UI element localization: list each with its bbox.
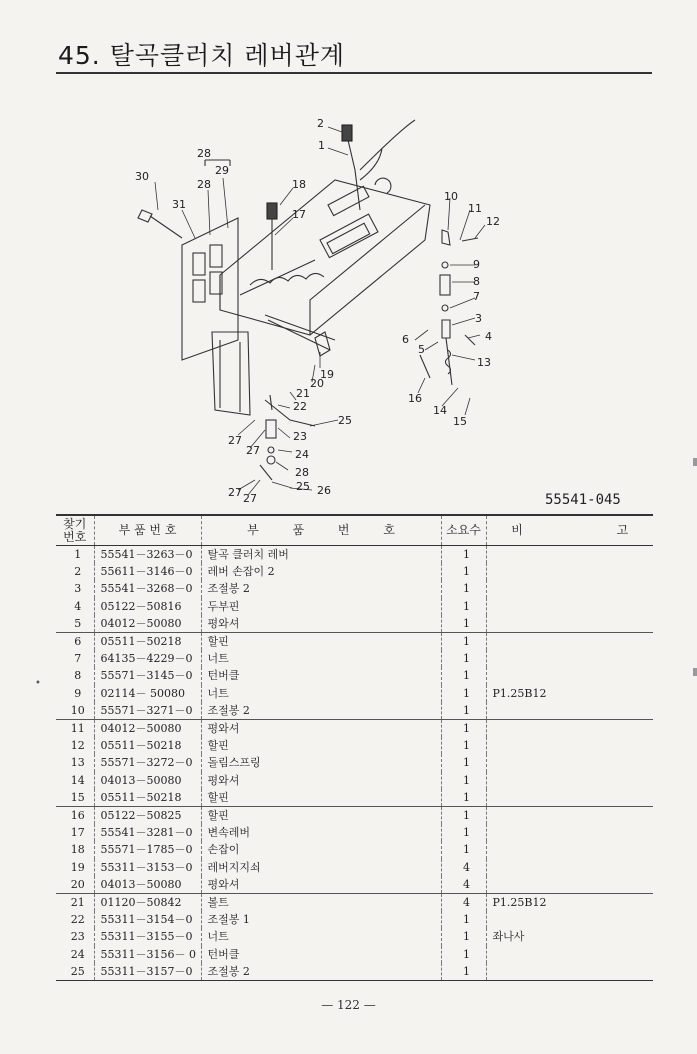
page-number: — 122 —: [321, 998, 376, 1012]
part-name-cell: 조절봉 1: [201, 911, 441, 928]
qty-cell: 1: [441, 598, 486, 615]
qty-cell: 1: [441, 824, 486, 841]
part-no-cell: 55571－3145－0: [94, 667, 201, 684]
table-row: [56, 580, 653, 597]
qty-cell: 1: [441, 807, 486, 825]
qty-cell: 1: [441, 702, 486, 720]
title-rule: [56, 72, 652, 74]
table-row: [56, 928, 653, 945]
part-no-cell: 55311－3154－0: [94, 911, 201, 928]
edge-mark-1: [693, 458, 697, 466]
callout-34: 31: [172, 198, 186, 211]
callout-28-a: 27: [228, 434, 242, 447]
qty-cell: 1: [441, 563, 486, 580]
callout-32: 29: [215, 164, 229, 177]
part-no-cell: 55541－3263－0: [94, 546, 201, 564]
callout-5: 5: [418, 343, 425, 356]
part-no-cell: 05511－50218: [94, 789, 201, 807]
callout-17: 17: [292, 208, 306, 221]
part-no-cell: 55311－3156－ 0: [94, 946, 201, 963]
part-name-cell: 조절봉 2: [201, 963, 441, 981]
callout-31: 28: [197, 178, 211, 191]
part-no-cell: 55311－3157－0: [94, 963, 201, 981]
qty-cell: 1: [441, 737, 486, 754]
table-row: [56, 633, 653, 651]
part-name-cell: 할핀: [201, 633, 441, 651]
callout-25: 25: [296, 480, 310, 493]
find-no-cell: 25: [56, 963, 94, 981]
table-row: [56, 946, 653, 963]
find-no-cell: 20: [70, 877, 85, 891]
callout-21: 21: [296, 387, 310, 400]
callout-7: 7: [473, 290, 480, 303]
callout-26-a: 25: [338, 414, 352, 427]
callout-19: 19: [320, 368, 334, 381]
find-no-cell: 5: [74, 616, 82, 630]
part-no-cell: 55541－3281－0: [94, 824, 201, 841]
find-no-cell: 3: [74, 582, 82, 596]
remarks-cell: [486, 598, 653, 615]
part-no-cell: 05511－50218: [94, 633, 201, 651]
callout-9: 9: [473, 258, 480, 271]
callout-10: 10: [444, 190, 458, 203]
table-row: [56, 789, 653, 807]
table-row: [56, 911, 653, 928]
callout-20: 20: [310, 377, 324, 390]
remarks-cell: [486, 563, 653, 580]
remarks-cell: [486, 963, 653, 981]
part-name-cell: 할핀: [201, 807, 441, 825]
part-name-cell: 조절봉 2: [201, 580, 441, 597]
qty-cell: 1: [441, 650, 486, 667]
part-name-cell: 변속레버: [201, 824, 441, 841]
qty-cell: 1: [441, 963, 486, 981]
part-no-cell: 01120－50842: [94, 894, 201, 912]
qty-cell: 4: [441, 876, 486, 894]
part-name-cell: 레버 손잡이 2: [201, 563, 441, 580]
table-row: [56, 685, 653, 702]
part-name-cell: 평와셔: [201, 876, 441, 894]
part-name-cell: 조절봉 2: [201, 702, 441, 720]
part-name-cell: 너트: [201, 928, 441, 945]
find-no-cell: 9: [74, 686, 82, 700]
find-no-cell: 19: [70, 860, 85, 874]
callout-22: 22: [293, 400, 307, 413]
table-row: [56, 737, 653, 754]
part-no-cell: 55571－3271－0: [94, 702, 201, 720]
table-row: [56, 824, 653, 841]
callout-13: 13: [477, 356, 491, 369]
callout-16: 16: [408, 392, 422, 405]
find-no-cell: 24: [70, 947, 85, 961]
find-no-cell: 17: [70, 826, 85, 840]
remarks-cell: [486, 702, 653, 720]
callout-11: 11: [468, 202, 482, 215]
part-no-cell: 55611－3146－0: [94, 563, 201, 580]
remarks-cell: [486, 859, 653, 876]
header-qty: 소요수: [441, 515, 486, 546]
callout-4: 4: [485, 330, 492, 343]
qty-cell: 1: [441, 546, 486, 564]
qty-cell: 1: [441, 685, 486, 702]
qty-cell: 1: [441, 667, 486, 684]
find-no-cell: 2: [74, 565, 82, 579]
table-row: [56, 807, 653, 825]
part-no-cell: 02114－ 50080: [94, 685, 201, 702]
find-no-cell: 12: [70, 739, 85, 753]
part-no-cell: 55541－3268－0: [94, 580, 201, 597]
callout-1: 1: [318, 139, 325, 152]
table-row: [56, 667, 653, 684]
figure-code: 55541-045: [545, 492, 621, 508]
table-row: [56, 598, 653, 615]
remarks-cell: [486, 772, 653, 789]
part-no-cell: 04013－50080: [94, 876, 201, 894]
table-row: [56, 841, 653, 858]
part-name-cell: 너트: [201, 650, 441, 667]
callout-3: 3: [475, 312, 482, 325]
remarks-cell: [486, 807, 653, 825]
part-name-cell: 턴버클: [201, 667, 441, 684]
find-no-cell: 6: [56, 633, 94, 651]
part-no-cell: 55571－3272－0: [94, 754, 201, 771]
qty-cell: 1: [441, 911, 486, 928]
find-no-cell: 10: [70, 703, 85, 717]
find-no-cell: 1: [74, 548, 82, 561]
part-name-cell: 평와셔: [201, 772, 441, 789]
header-find-no: 찾기 번호: [56, 515, 94, 546]
header-part-name: 부 품 번 호: [201, 515, 441, 546]
find-no-cell: 21: [56, 894, 94, 912]
qty-cell: 1: [441, 615, 486, 633]
remarks-cell: [486, 737, 653, 754]
part-name-cell: 볼트: [201, 894, 441, 912]
callout-27-b: 27: [243, 492, 257, 505]
table-row: [56, 563, 653, 580]
part-name-cell: 돌림스프링: [201, 754, 441, 771]
callout-12: 12: [486, 215, 500, 228]
part-name-cell: 레버지지쇠: [201, 859, 441, 876]
qty-cell: 1: [441, 754, 486, 771]
remarks-cell: P1.25B12: [486, 894, 653, 912]
table-row: [56, 615, 653, 633]
table-row: [56, 546, 653, 564]
part-no-cell: 05122－50825: [94, 807, 201, 825]
part-no-cell: 64135－4229－0: [94, 650, 201, 667]
find-no-cell: 8: [74, 669, 82, 683]
qty-cell: 1: [441, 789, 486, 807]
table-row: [56, 876, 653, 894]
qty-cell: 1: [441, 633, 486, 651]
qty-cell: 4: [441, 859, 486, 876]
qty-cell: 1: [441, 580, 486, 597]
part-name-cell: 손잡이: [201, 841, 441, 858]
edge-mark-2: [693, 668, 697, 676]
margin-mark: •: [35, 678, 41, 689]
remarks-cell: [486, 667, 653, 684]
table-row: [56, 772, 653, 789]
part-name-cell: 탈곡 클러치 레버: [201, 546, 441, 564]
part-no-cell: 55311－3155－0: [94, 928, 201, 945]
callout-29: 28: [295, 466, 309, 479]
find-no-cell: 18: [70, 843, 85, 857]
remarks-cell: [486, 824, 653, 841]
remarks-cell: [486, 615, 653, 633]
remarks-cell: [486, 633, 653, 651]
remarks-cell: [486, 580, 653, 597]
part-name-cell: 평와셔: [201, 615, 441, 633]
callout-26-b: 26: [317, 484, 331, 497]
header-part-no: 부 품 번 호: [94, 515, 201, 546]
part-no-cell: 05122－50816: [94, 598, 201, 615]
parts-table-body: [56, 546, 653, 981]
find-no-cell: 11: [56, 720, 94, 738]
header-remarks: 비 고: [486, 515, 653, 546]
callout-23: 23: [293, 430, 307, 443]
remarks-cell: P1.25B12: [486, 685, 653, 702]
callout-18: 18: [292, 178, 306, 191]
find-no-cell: 23: [70, 930, 85, 944]
find-no-cell: 7: [74, 652, 82, 666]
part-name-cell: 두부핀: [201, 598, 441, 615]
callout-6: 6: [402, 333, 409, 346]
part-name-cell: 너트: [201, 685, 441, 702]
table-row: [56, 702, 653, 720]
table-row: [56, 754, 653, 771]
table-row: [56, 720, 653, 738]
table-header-row: [56, 515, 653, 546]
callout-14: 14: [433, 404, 447, 417]
remarks-cell: [486, 650, 653, 667]
find-no-cell: 22: [70, 913, 85, 927]
table-row: [56, 894, 653, 912]
find-no-cell: 15: [70, 790, 85, 804]
table-row: [56, 650, 653, 667]
part-name-cell: 할핀: [201, 737, 441, 754]
remarks-cell: [486, 911, 653, 928]
part-name-cell: 턴버클: [201, 946, 441, 963]
qty-cell: 4: [441, 894, 486, 912]
remarks-cell: [486, 841, 653, 858]
callout-33: 30: [135, 170, 149, 183]
part-no-cell: 04013－50080: [94, 772, 201, 789]
part-no-cell: 04012－50080: [94, 720, 201, 738]
remarks-cell: 좌나사: [486, 928, 653, 945]
remarks-cell: [486, 720, 653, 738]
callout-2: 2: [317, 117, 324, 130]
callout-15: 15: [453, 415, 467, 428]
exploded-parts-diagram: [120, 110, 520, 510]
part-no-cell: 55311－3153－0: [94, 859, 201, 876]
table-row: [56, 859, 653, 876]
callout-8: 8: [473, 275, 480, 288]
part-no-cell: 55571－1785－0: [94, 841, 201, 858]
remarks-cell: [486, 876, 653, 894]
qty-cell: 1: [441, 928, 486, 945]
part-name-cell: 할핀: [201, 789, 441, 807]
find-no-cell: 16: [56, 807, 94, 825]
part-name-cell: 평와셔: [201, 720, 441, 738]
part-no-cell: 05511－50218: [94, 737, 201, 754]
callout-24: 24: [295, 448, 309, 461]
qty-cell: 1: [441, 772, 486, 789]
page-title: 45. 탈곡클러치 레버관계: [58, 41, 346, 70]
remarks-cell: [486, 546, 653, 564]
qty-cell: 1: [441, 946, 486, 963]
find-no-cell: 4: [74, 599, 82, 613]
parts-table: [56, 514, 653, 981]
table-row: [56, 963, 653, 981]
remarks-cell: [486, 946, 653, 963]
remarks-cell: [486, 754, 653, 771]
qty-cell: 1: [441, 841, 486, 858]
callout-27-a: 27: [246, 444, 260, 457]
part-no-cell: 04012－50080: [94, 615, 201, 633]
callout-30: 28: [197, 147, 211, 160]
find-no-cell: 14: [70, 773, 85, 787]
qty-cell: 1: [441, 720, 486, 738]
remarks-cell: [486, 789, 653, 807]
find-no-cell: 13: [70, 756, 85, 770]
callout-28-b: 27: [228, 486, 242, 499]
